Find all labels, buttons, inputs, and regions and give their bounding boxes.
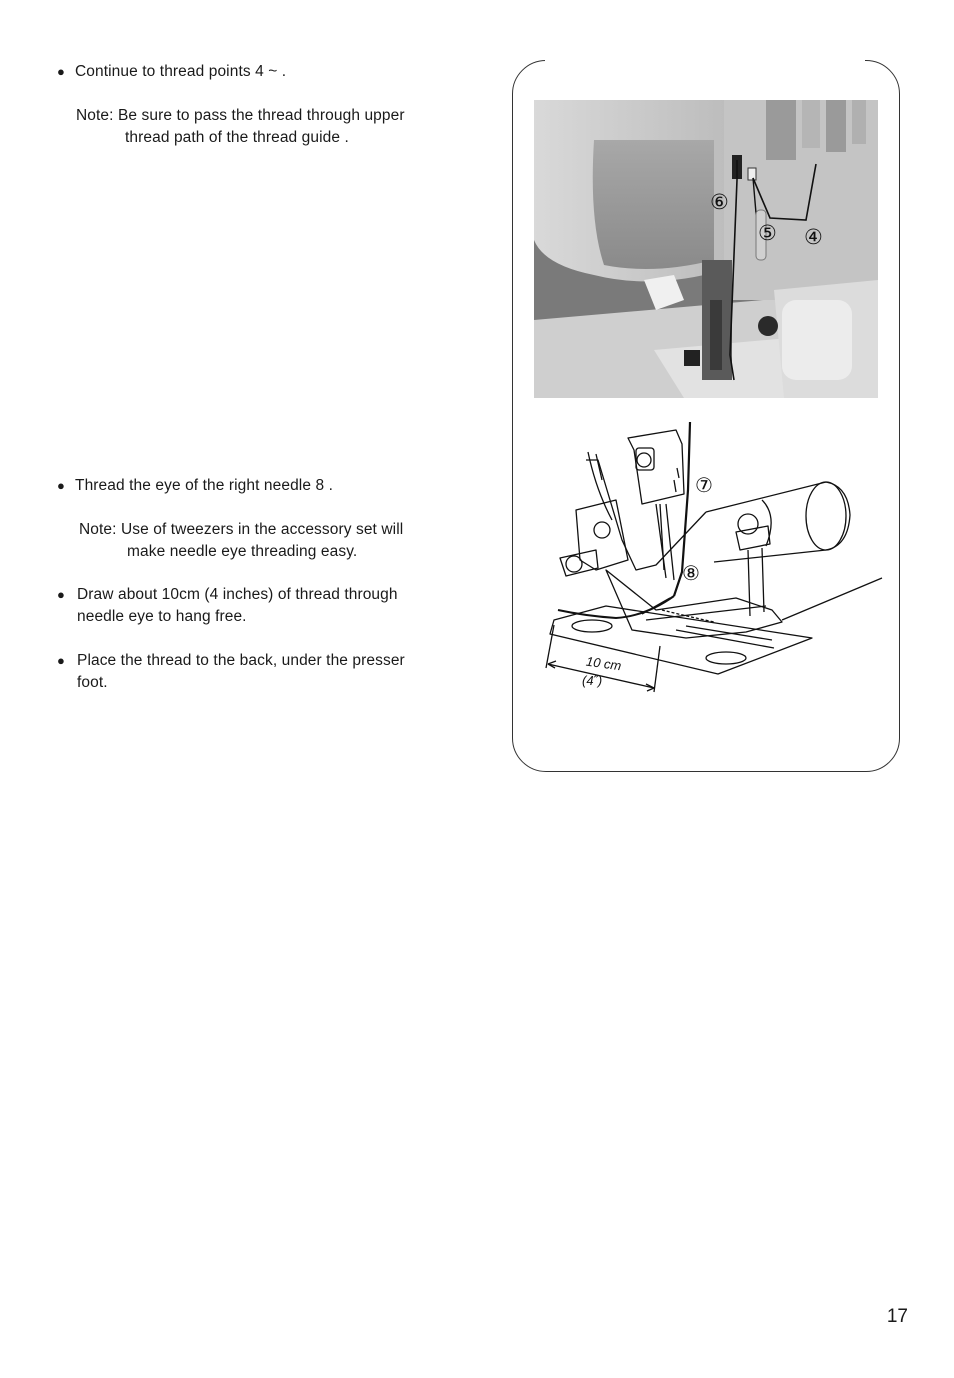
note-tweezers-line2: make needle eye threading easy. <box>127 543 358 560</box>
instruction-place-thread-line2: foot. <box>77 674 108 691</box>
instruction-draw-thread-line2: needle eye to hang free. <box>77 608 247 625</box>
needle-point-7-label: ⑦ <box>695 473 713 497</box>
instruction-continue-threading: Continue to thread points 4 ~ . <box>75 63 287 80</box>
measurement-cm-label: 10 cm <box>585 653 623 674</box>
measurement-inch-label: (4˝) <box>582 673 603 688</box>
page-number: 17 <box>886 1306 908 1327</box>
threading-point-6-label: ⑥ <box>710 190 729 214</box>
threading-point-4-label: ④ <box>804 225 823 249</box>
needle-eye-drawing <box>536 420 888 712</box>
machine-threading-photo <box>534 100 878 398</box>
bullet-marker: ● <box>57 587 65 602</box>
photo-illustration <box>534 100 878 398</box>
bullet-marker: ● <box>57 653 65 668</box>
instruction-thread-needle-eye: Thread the eye of the right needle 8 . <box>75 477 333 494</box>
bullet-marker: ● <box>57 478 65 493</box>
instruction-draw-thread-line1: Draw about 10cm (4 inches) of thread through <box>77 586 398 603</box>
bullet-marker: ● <box>57 64 65 79</box>
note-tweezers-line1: Note: Use of tweezers in the accessory set will <box>79 521 404 538</box>
needle-point-8-label: ⑧ <box>682 561 700 585</box>
frame-top-gap <box>545 56 865 64</box>
note-thread-guide-line1: Note: Be sure to pass the thread through upper <box>76 107 405 124</box>
note-thread-guide-line2: thread path of the thread guide . <box>125 129 349 146</box>
threading-point-5-label: ⑤ <box>758 221 777 245</box>
instruction-place-thread-line1: Place the thread to the back, under the presser <box>77 652 405 669</box>
